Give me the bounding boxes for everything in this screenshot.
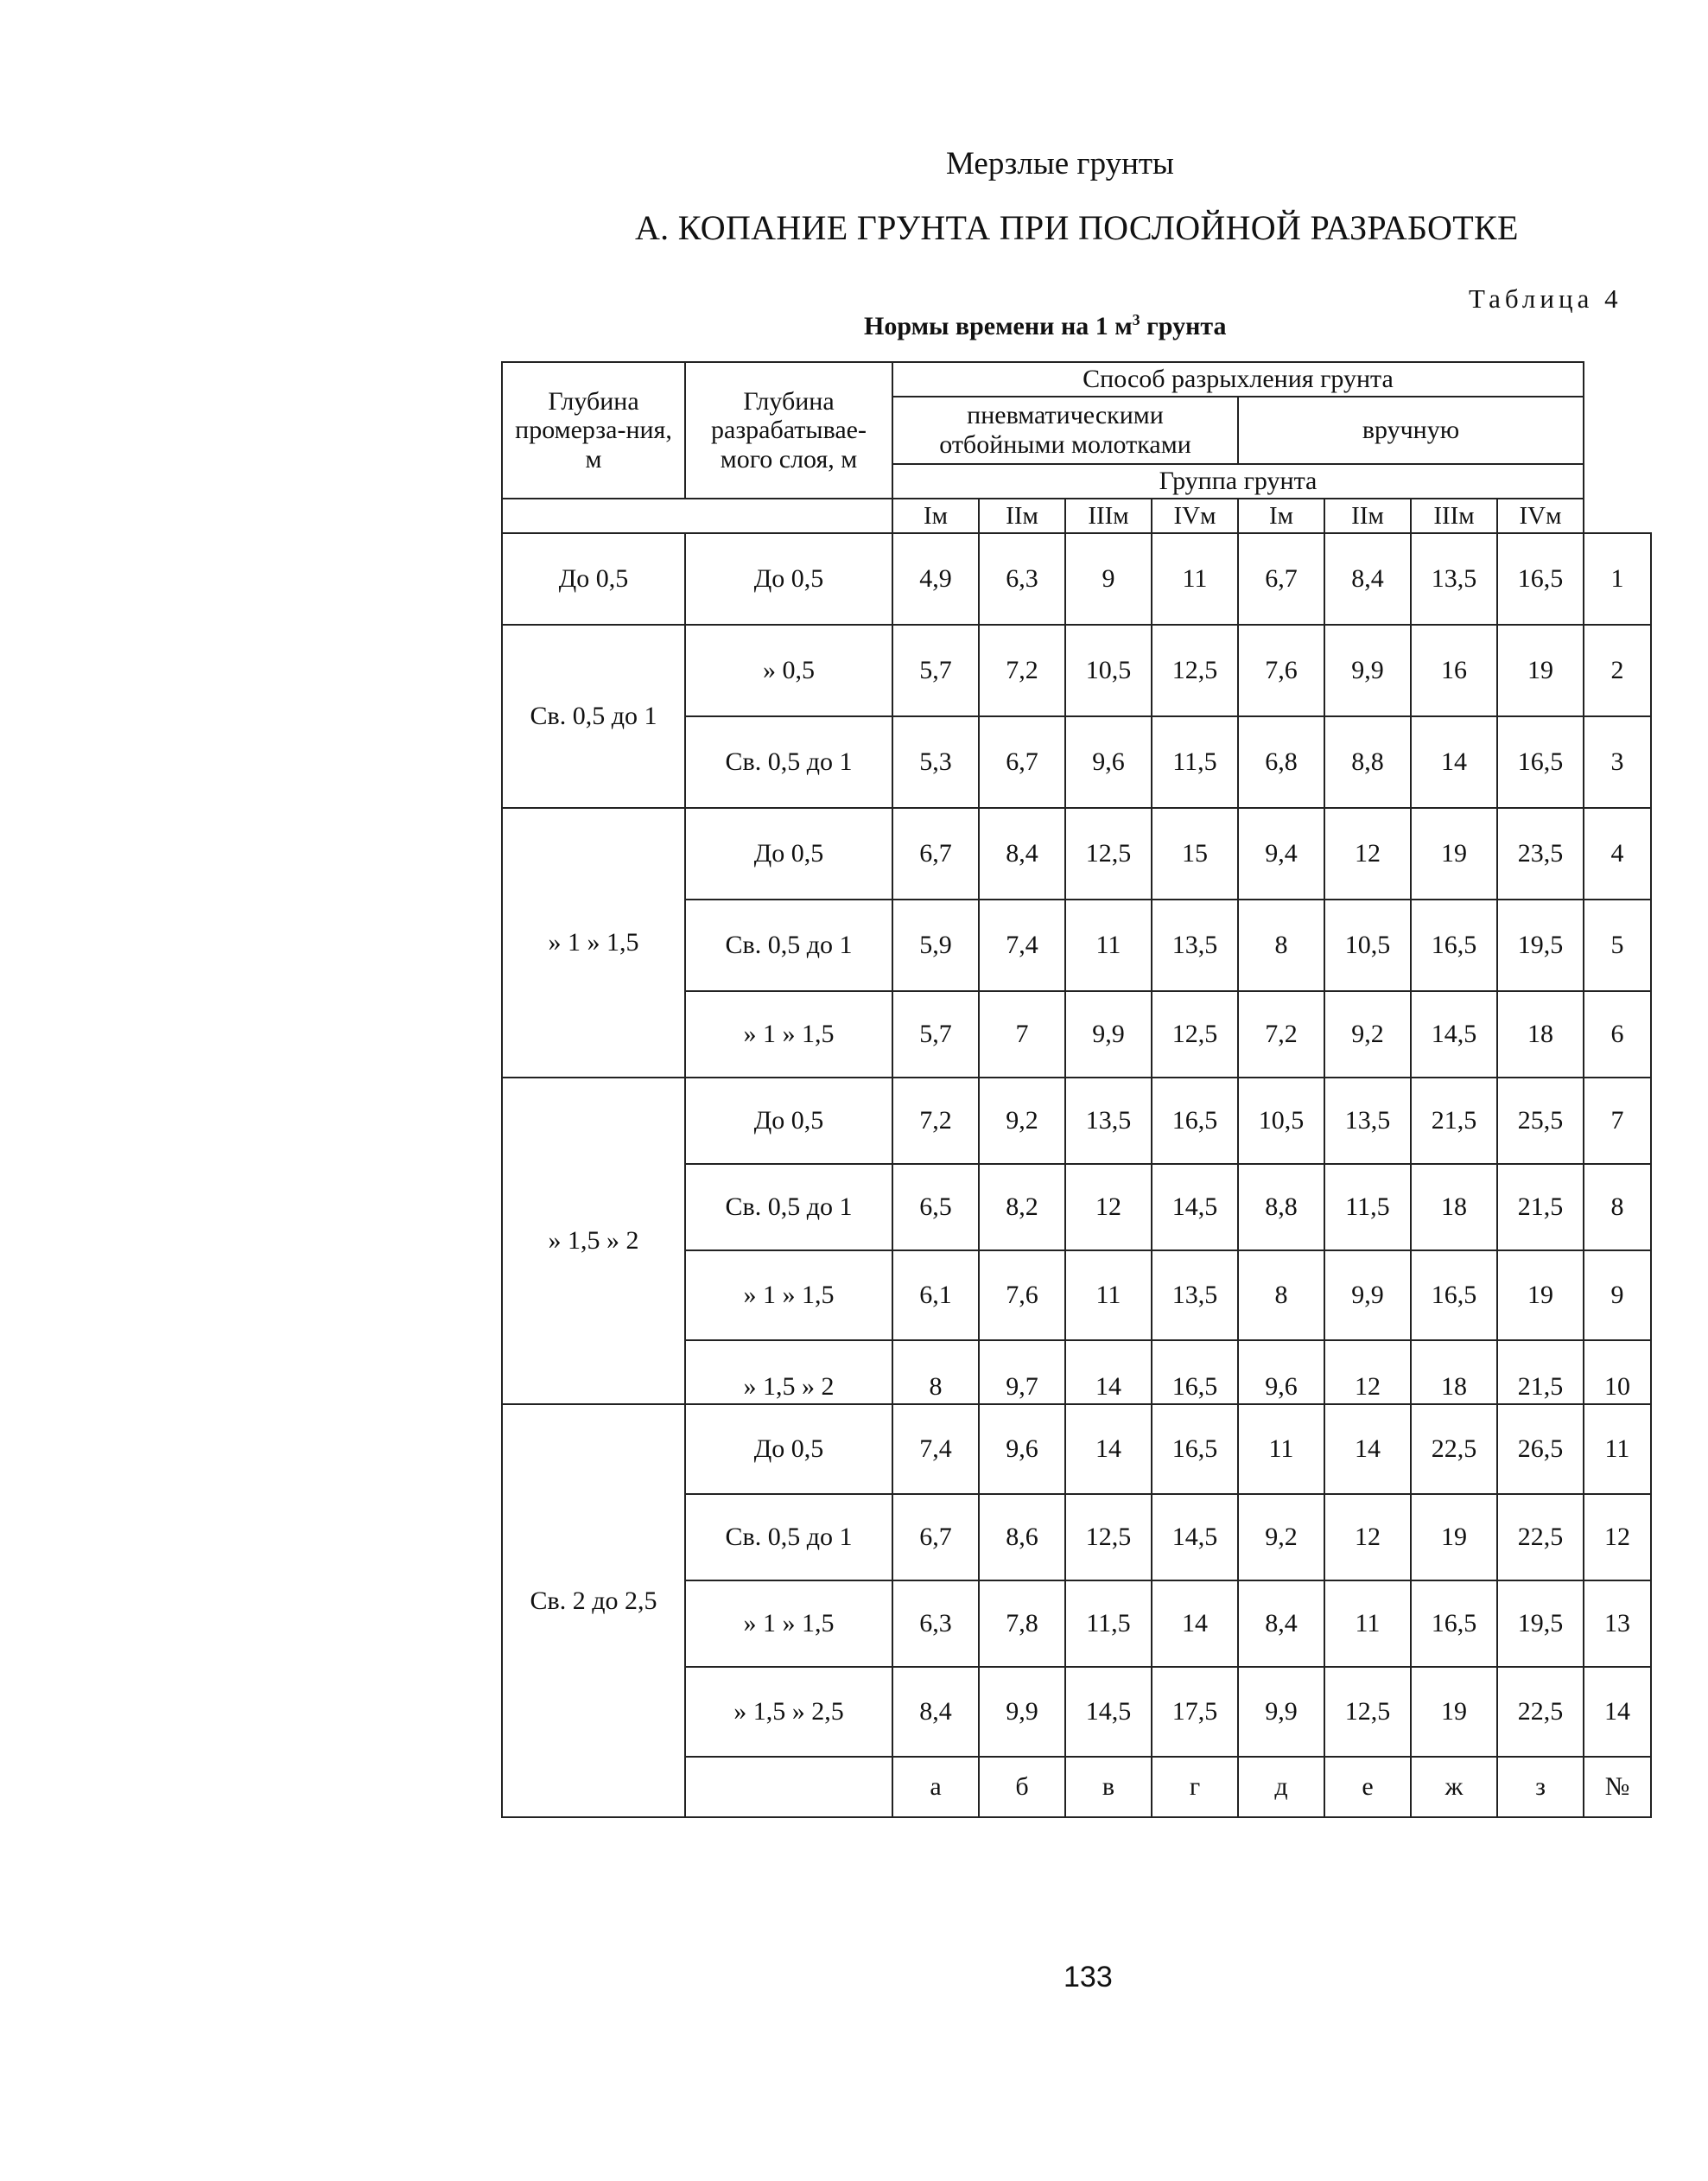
footer-letter: ж	[1411, 1757, 1497, 1817]
value-cell: 11,5	[1065, 1580, 1152, 1667]
value-cell: 7,8	[979, 1580, 1065, 1667]
value-cell: 18	[1411, 1340, 1497, 1404]
header-group: Группа грунта	[892, 464, 1584, 499]
footer-number-sign: №	[1584, 1757, 1651, 1817]
value-cell: 14	[1411, 716, 1497, 808]
footer-letter: г	[1152, 1757, 1238, 1817]
layer-depth-cell: » 0,5	[685, 625, 892, 716]
value-cell: 22,5	[1497, 1667, 1584, 1757]
value-cell: 16,5	[1497, 716, 1584, 808]
value-cell: 5,7	[892, 991, 979, 1078]
value-cell: 8,6	[979, 1494, 1065, 1580]
value-cell: 14	[1324, 1404, 1411, 1494]
value-cell: 12	[1324, 808, 1411, 900]
table-body	[502, 533, 1651, 1817]
header-freeze-depth: Глубина промерза-ния, м	[502, 362, 685, 499]
value-cell: 18	[1411, 1164, 1497, 1250]
section-title: Мерзлые грунты	[946, 146, 1174, 181]
value-cell: 19	[1411, 1494, 1497, 1580]
value-cell: 12,5	[1324, 1667, 1411, 1757]
value-cell: 4,9	[892, 533, 979, 625]
value-cell: 9,9	[979, 1667, 1065, 1757]
layer-depth-cell: Св. 0,5 до 1	[685, 1494, 892, 1580]
value-cell: 9,4	[1238, 808, 1324, 900]
value-cell: 16,5	[1411, 1580, 1497, 1667]
value-cell: 13,5	[1324, 1078, 1411, 1164]
value-cell: 7,6	[1238, 625, 1324, 716]
value-cell: 9,9	[1238, 1667, 1324, 1757]
value-cell: 19	[1411, 1667, 1497, 1757]
value-cell: 9,2	[979, 1078, 1065, 1164]
value-cell: 14,5	[1065, 1667, 1152, 1757]
value-cell: 12	[1324, 1494, 1411, 1580]
layer-depth-cell: До 0,5	[685, 1404, 892, 1494]
value-cell: 8	[892, 1340, 979, 1404]
table-row	[502, 533, 1651, 625]
value-cell: 14,5	[1152, 1494, 1238, 1580]
value-cell: 13,5	[1152, 900, 1238, 991]
value-cell: 6,8	[1238, 716, 1324, 808]
value-cell: 8,4	[979, 808, 1065, 900]
value-cell: 16,5	[1497, 533, 1584, 625]
footer-letter: б	[979, 1757, 1065, 1817]
value-cell: 8	[1238, 1250, 1324, 1340]
value-cell: 7,6	[979, 1250, 1065, 1340]
layer-depth-cell: » 1,5 » 2,5	[685, 1667, 892, 1757]
row-number-cell: 12	[1584, 1494, 1651, 1580]
row-number-cell: 13	[1584, 1580, 1651, 1667]
value-cell: 19	[1497, 1250, 1584, 1340]
layer-depth-cell: Св. 0,5 до 1	[685, 900, 892, 991]
value-cell: 7	[979, 991, 1065, 1078]
header-layer-depth: Глубина разрабатывае-мого слоя, м	[685, 362, 892, 499]
layer-depth-cell: » 1,5 » 2	[685, 1340, 892, 1404]
value-cell: 15	[1152, 808, 1238, 900]
table-header	[502, 362, 1651, 533]
value-cell: 11	[1324, 1580, 1411, 1667]
value-cell: 19	[1411, 808, 1497, 900]
value-cell: 21,5	[1497, 1164, 1584, 1250]
footer-letter: д	[1238, 1757, 1324, 1817]
value-cell: 14,5	[1411, 991, 1497, 1078]
group-label: IIм	[979, 499, 1065, 533]
footer-letter: з	[1497, 1757, 1584, 1817]
layer-depth-cell: » 1 » 1,5	[685, 1580, 892, 1667]
table-row	[502, 1404, 1651, 1494]
value-cell: 7,2	[979, 625, 1065, 716]
row-number-cell: 9	[1584, 1250, 1651, 1340]
value-cell: 9,6	[979, 1404, 1065, 1494]
group-label: Iм	[892, 499, 979, 533]
value-cell: 8	[1238, 900, 1324, 991]
freeze-depth-cell: » 1 » 1,5	[502, 808, 685, 1078]
value-cell: 21,5	[1497, 1340, 1584, 1404]
row-number-cell: 7	[1584, 1078, 1651, 1164]
value-cell: 16,5	[1152, 1078, 1238, 1164]
value-cell: 6,5	[892, 1164, 979, 1250]
value-cell: 16,5	[1152, 1404, 1238, 1494]
value-cell: 23,5	[1497, 808, 1584, 900]
table-subheading	[864, 311, 1226, 341]
group-label: IVм	[1497, 499, 1584, 533]
value-cell: 6,1	[892, 1250, 979, 1340]
table-label: Таблица 4	[1469, 283, 1622, 314]
value-cell: 10,5	[1238, 1078, 1324, 1164]
freeze-depth-cell: Св. 2 до 2,5	[502, 1404, 685, 1817]
value-cell: 11,5	[1152, 716, 1238, 808]
value-cell: 11	[1152, 533, 1238, 625]
value-cell: 5,9	[892, 900, 979, 991]
value-cell: 7,2	[892, 1078, 979, 1164]
value-cell: 9,6	[1065, 716, 1152, 808]
value-cell: 16	[1411, 625, 1497, 716]
header-groups-spacer	[502, 499, 892, 533]
group-label-blank	[1584, 499, 1651, 533]
value-cell: 11	[1065, 1250, 1152, 1340]
group-label: IIIм	[1411, 499, 1497, 533]
value-cell: 12,5	[1065, 808, 1152, 900]
value-cell: 9,7	[979, 1340, 1065, 1404]
row-number-cell: 10	[1584, 1340, 1651, 1404]
value-cell: 5,3	[892, 716, 979, 808]
layer-depth-cell: » 1 » 1,5	[685, 1250, 892, 1340]
value-cell: 8,4	[1238, 1580, 1324, 1667]
value-cell: 14	[1065, 1404, 1152, 1494]
header-pneumatic: пневматическими отбойными молотками	[892, 397, 1238, 464]
value-cell: 10,5	[1065, 625, 1152, 716]
layer-depth-cell: Св. 0,5 до 1	[685, 716, 892, 808]
value-cell: 13,5	[1065, 1078, 1152, 1164]
row-number-cell: 1	[1584, 533, 1651, 625]
value-cell: 25,5	[1497, 1078, 1584, 1164]
value-cell: 6,7	[979, 716, 1065, 808]
value-cell: 10,5	[1324, 900, 1411, 991]
value-cell: 7,4	[892, 1404, 979, 1494]
layer-depth-cell: До 0,5	[685, 1078, 892, 1164]
value-cell: 22,5	[1411, 1404, 1497, 1494]
subheading-tail: грунта	[1140, 312, 1227, 340]
row-number-cell: 14	[1584, 1667, 1651, 1757]
row-number-cell: 11	[1584, 1404, 1651, 1494]
layer-depth-cell: Св. 0,5 до 1	[685, 1164, 892, 1250]
value-cell: 12,5	[1065, 1494, 1152, 1580]
group-label: IVм	[1152, 499, 1238, 533]
norms-table	[501, 361, 1652, 1818]
layer-depth-cell: » 1 » 1,5	[685, 991, 892, 1078]
value-cell: 6,7	[892, 808, 979, 900]
value-cell: 7,4	[979, 900, 1065, 991]
freeze-depth-cell: До 0,5	[502, 533, 685, 625]
subheading-text: Нормы времени на 1 м	[864, 312, 1133, 340]
value-cell: 22,5	[1497, 1494, 1584, 1580]
header-number-blank	[1584, 362, 1651, 499]
value-cell: 9,6	[1238, 1340, 1324, 1404]
row-number-cell: 4	[1584, 808, 1651, 900]
value-cell: 13,5	[1411, 533, 1497, 625]
row-number-cell: 5	[1584, 900, 1651, 991]
value-cell: 9,9	[1324, 1250, 1411, 1340]
header-method: Способ разрыхления грунта	[892, 362, 1584, 397]
group-label: Iм	[1238, 499, 1324, 533]
layer-depth-cell: До 0,5	[685, 808, 892, 900]
value-cell: 12,5	[1152, 625, 1238, 716]
value-cell: 17,5	[1152, 1667, 1238, 1757]
value-cell: 14	[1065, 1340, 1152, 1404]
value-cell: 5,7	[892, 625, 979, 716]
table-row	[502, 808, 1651, 900]
subheading-superscript: 3	[1132, 311, 1140, 328]
value-cell: 19	[1497, 625, 1584, 716]
footer-letter: в	[1065, 1757, 1152, 1817]
value-cell: 11,5	[1324, 1164, 1411, 1250]
value-cell: 18	[1497, 991, 1584, 1078]
group-label: IIIм	[1065, 499, 1152, 533]
row-number-cell: 6	[1584, 991, 1651, 1078]
value-cell: 8,8	[1238, 1164, 1324, 1250]
table-row	[502, 1078, 1651, 1164]
value-cell: 6,3	[892, 1580, 979, 1667]
value-cell: 9,2	[1324, 991, 1411, 1078]
value-cell: 6,7	[1238, 533, 1324, 625]
row-number-cell: 8	[1584, 1164, 1651, 1250]
value-cell: 16,5	[1411, 900, 1497, 991]
value-cell: 9,2	[1238, 1494, 1324, 1580]
value-cell: 12	[1324, 1340, 1411, 1404]
value-cell: 19,5	[1497, 900, 1584, 991]
table-row	[502, 625, 1651, 716]
value-cell: 9	[1065, 533, 1152, 625]
page-number: 133	[1064, 1961, 1113, 1993]
footer-blank-cell	[685, 1757, 892, 1817]
value-cell: 26,5	[1497, 1404, 1584, 1494]
value-cell: 21,5	[1411, 1078, 1497, 1164]
value-cell: 11	[1065, 900, 1152, 991]
value-cell: 8,2	[979, 1164, 1065, 1250]
value-cell: 7,2	[1238, 991, 1324, 1078]
footer-letter: а	[892, 1757, 979, 1817]
value-cell: 16,5	[1411, 1250, 1497, 1340]
value-cell: 12,5	[1152, 991, 1238, 1078]
row-number-cell: 3	[1584, 716, 1651, 808]
value-cell: 16,5	[1152, 1340, 1238, 1404]
value-cell: 14	[1152, 1580, 1238, 1667]
value-cell: 13,5	[1152, 1250, 1238, 1340]
value-cell: 19,5	[1497, 1580, 1584, 1667]
header-manual: вручную	[1238, 397, 1584, 464]
group-label: IIм	[1324, 499, 1411, 533]
value-cell: 9,9	[1324, 625, 1411, 716]
row-number-cell: 2	[1584, 625, 1651, 716]
freeze-depth-cell: Св. 0,5 до 1	[502, 625, 685, 808]
value-cell: 9,9	[1065, 991, 1152, 1078]
value-cell: 8,4	[892, 1667, 979, 1757]
value-cell: 6,7	[892, 1494, 979, 1580]
page-heading: А. КОПАНИЕ ГРУНТА ПРИ ПОСЛОЙНОЙ РАЗРАБОТКЕ	[635, 208, 1519, 247]
value-cell: 8,4	[1324, 533, 1411, 625]
value-cell: 6,3	[979, 533, 1065, 625]
layer-depth-cell: До 0,5	[685, 533, 892, 625]
value-cell: 12	[1065, 1164, 1152, 1250]
freeze-depth-cell: » 1,5 » 2	[502, 1078, 685, 1404]
footer-letter: е	[1324, 1757, 1411, 1817]
value-cell: 8,8	[1324, 716, 1411, 808]
value-cell: 11	[1238, 1404, 1324, 1494]
value-cell: 14,5	[1152, 1164, 1238, 1250]
